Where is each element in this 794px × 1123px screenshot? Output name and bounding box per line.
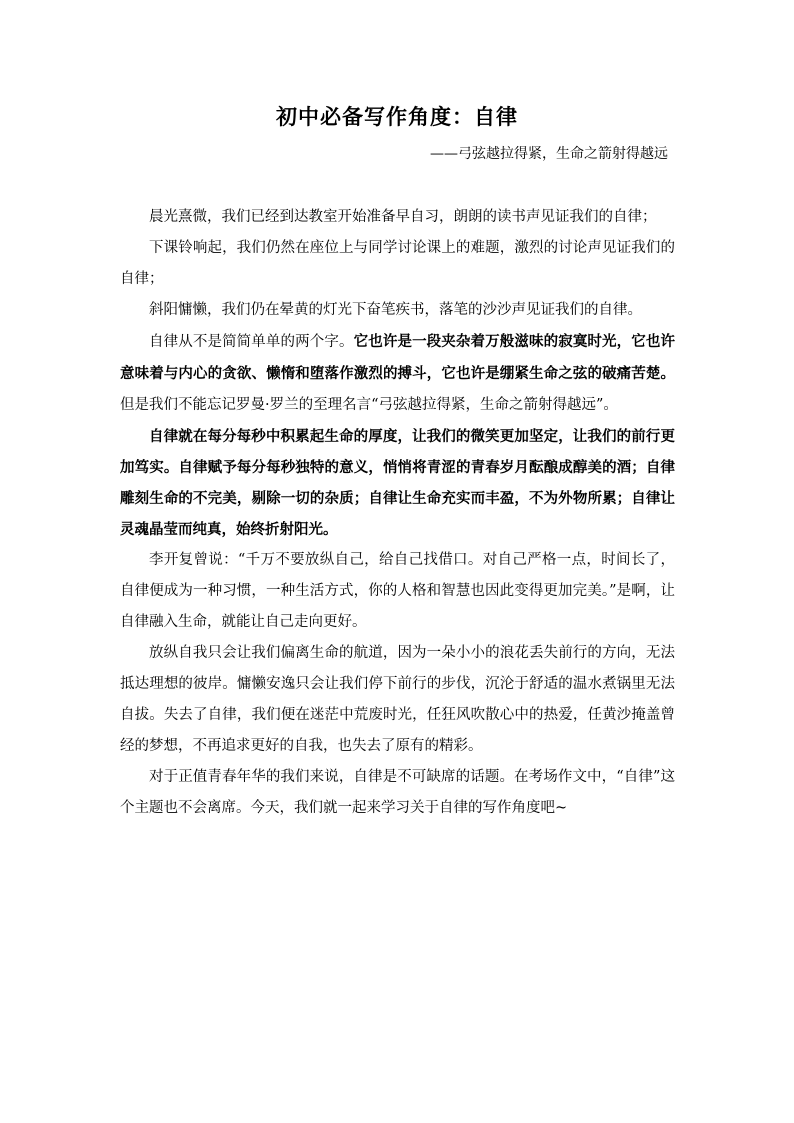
page-subtitle: ——弓弦越拉得紧，生命之箭射得越远 bbox=[430, 146, 668, 162]
paragraph-2: 下课铃响起，我们仍然在座位上与同学讨论课上的难题，激烈的讨论声见证我们的自律； bbox=[120, 240, 675, 287]
paragraph-6: 李开复曾说：“千万不要放纵自己，给自己找借口。对自己严格一点，时间长了，自律便成为一种习惯，一种生活方式，你的人格和智慧也因此变得更加完美。”是啊，让自律融入生命，就能让自己走向更好。 bbox=[120, 552, 675, 630]
paragraph-4-emphasis: 它也许是一段夹杂着万般滋味的寂寞时光，它也许意味着与内心的贪欲、懒惰和堕落作激烈的搏斗，它也许是绷紧生命之弦的破痛苦楚。 bbox=[120, 333, 676, 382]
paragraph-4-quote: 但是我们不能忘记罗曼·罗兰的至理名言“弓弦越拉得紧，生命之箭射得越远”。 bbox=[120, 397, 618, 413]
paragraph-4-intro: 自律从不是简简单单的两个字。 bbox=[149, 334, 354, 350]
paragraph-8: 对于正值青春年华的我们来说，自律是不可缺席的话题。在考场作文中，“自律”这个主题也不会离席。今天，我们就一起来学习关于自律的写作角度吧~ bbox=[120, 769, 675, 816]
page-title: 初中必备写作角度：自律 bbox=[276, 104, 518, 129]
article-body bbox=[120, 202, 675, 824]
paragraph-3: 斜阳慵懒，我们仍在晕黄的灯光下奋笔疾书，落笔的沙沙声见证我们的自律。 bbox=[149, 302, 642, 318]
paragraph-1: 晨光熹微，我们已经到达教室开始准备早自习，朗朗的读书声见证我们的自律； bbox=[149, 209, 657, 225]
paragraph-4 bbox=[120, 326, 675, 421]
paragraph-5: 自律就在每分每秒中积累起生命的厚度，让我们的微笑更加坚定，让我们的前行更加笃实。自律赋予每分每秒独特的意义，悄悄将青涩的青春岁月酝酿成醇美的酒；自律雕刻生命的不完美，剔除一切的杂质；自律让生命充实而丰盈，不为外物所累；自律让灵魂晶莹而纯真，始终折射阳光。 bbox=[120, 428, 675, 538]
paragraph-7: 放纵自我只会让我们偏离生命的航道，因为一朵小小的浪花丢失前行的方向，无法抵达理想的彼岸。慵懒安逸只会让我们停下前行的步伐，沉沦于舒适的温水煮锅里无法自拔。失去了自律，我们便在迷茫中荒废时光，任狂风吹散心中的热爱，任黄沙掩盖曾经的梦想，不再追求更好的自我，也失去了原有的精彩。 bbox=[120, 645, 675, 754]
